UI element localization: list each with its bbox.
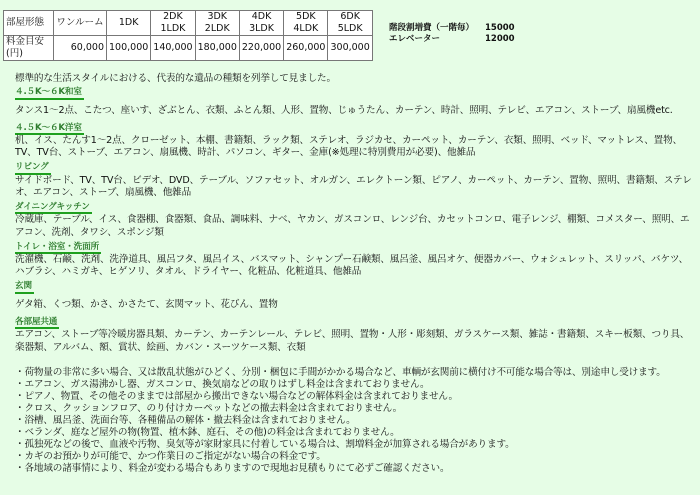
note-item: ・ピアノ、物置、その他そのままでは部屋から搬出できない場合などの解体料金は含まれておりません。 xyxy=(15,390,458,402)
note-item: ・ベランダ、庭など屋外の物(物置、植木鉢、庭石、その他)の料金は含まれておりません。 xyxy=(15,427,400,439)
extra-fee-row xyxy=(389,23,515,34)
note-item: ・クロス、クッションフロア、のり付けカーペットなどの撤去料金は含まれておりません。 xyxy=(15,402,403,414)
room-type: 5DK 4LDK xyxy=(284,11,328,36)
price-value: 260,000 xyxy=(284,36,328,61)
section-body: サイドボード、TV、TV台、ビデオ、DVD、テーブル、ソファセット、オルガン、エレクトーン類、ピアノ、カーペット、カーテン、置物、照明、書籍類、ステレオ、エアコン、ストーブ、扇風機、他雑品 xyxy=(15,174,692,198)
note-item: ・孤独死などの後で、血液や汚物、臭気等が家財家具に付着している場合は、割増料金が加算される場合があります。 xyxy=(15,439,515,451)
extra-fee-row xyxy=(389,34,515,45)
section-common xyxy=(15,316,695,354)
section-body: タンス1～2点、こたつ、座いす、ざぶとん、衣類、ふとん類、人形、置物、じゅうたん、カーテン、時計、照明、テレビ、エアコン、ストーブ、扇風機etc. xyxy=(15,104,673,116)
section-body: 冷蔵庫、テーブル、イス、食器棚、食器類、食品、調味料、ナベ、ヤカン、ガスコンロ、レンジ台、カセットコンロ、電子レンジ、棚類、コメスター、照明、エアコン、洗剤、タワシ、スポンジ類 xyxy=(15,214,690,238)
extra-fee-value: 15000 xyxy=(485,23,515,33)
note-item: ・エアコン、ガス湯沸かし器、ガスコンロ、換気扇などの取りはずし料金は含まれておりません。 xyxy=(15,378,430,390)
price-value: 100,000 xyxy=(107,36,151,61)
room-type: 6DK 5LDK xyxy=(328,11,372,36)
section-body: エアコン、ストーブ等冷暖房器具類、カーテン、カーテンレール、テレビ、照明、置物・人形・彫刻類、ガラスケース類、雑誌・書籍類、スキー板類、つり具、楽器類、アルバム、額、賞状、絵画、カバン・スーツケース類、衣類 xyxy=(15,329,690,353)
section-body: 洗濯機、石鹸、洗剤、洗浄道具、風呂フタ、風呂イス、バスマット、シャンプー石鹸類、風呂釜、風呂オケ、便器カバー、ウォシュレット、スリッパ、バケツ、ハブラシ、ハミガキ、ヒゲソリ、タオル、ドライヤー、化粧品、化粧道具、他雑品 xyxy=(15,254,689,278)
price-table xyxy=(3,10,373,61)
room-type: 4DK 3LDK xyxy=(239,11,283,36)
section-bath-toilet xyxy=(15,241,695,279)
section-title: 玄関 xyxy=(15,281,34,294)
note-item: ・荷物量の非常に多い場合、又は散乱状態がひどく、分別・梱包に手間がかかる場合など、車輌が玄関前に横付け不可能な場合等は、別途申し受けます。 xyxy=(15,366,666,378)
section-title: トイレ・浴室・洗面所 xyxy=(15,242,101,255)
price-value: 300,000 xyxy=(328,36,372,61)
section-title: 各部屋共通 xyxy=(15,317,59,330)
extra-fees xyxy=(389,23,515,45)
section-title: ４.５K～６K和室 xyxy=(15,87,84,100)
price-value: 140,000 xyxy=(151,36,195,61)
extra-fee-label: 階段割増費（一階毎） xyxy=(389,23,475,33)
section-title: ダイニングキッチン xyxy=(15,202,92,215)
price-value: 180,000 xyxy=(195,36,239,61)
section-body: ゲタ箱、くつ類、かさ、かさたて、玄関マット、花びん、置物 xyxy=(15,298,278,310)
header-label: 部屋形態 xyxy=(4,11,54,36)
extra-fee-label: エレベーター xyxy=(389,34,441,44)
notes-list xyxy=(15,367,695,476)
room-type: 3DK 2LDK xyxy=(195,11,239,36)
section-entrance xyxy=(15,280,695,311)
section-living xyxy=(15,161,695,199)
room-type: 2DK 1LDK xyxy=(151,11,195,36)
section-body: 机、イス、たんす1～2点、クローゼット、本棚、書籍類、ラック類、ステレオ、ラジカセ、カーペット、カーテン、衣類、照明、ベッド、マットレス、置物、TV、TV台、ストーブ、エアコン、扇風機、時計、パソコン、ギター、金庫(※処理に特別費用が必要)、他雑品 xyxy=(15,135,683,159)
section-washitsu xyxy=(15,86,695,117)
price-label: 料金目安(円) xyxy=(4,36,54,61)
note-item: ・各地域の諸事情により、料金が変わる場合もありますので現地お見積もりにて必ずご確認ください。 xyxy=(15,463,450,475)
price-value: 60,000 xyxy=(54,36,107,61)
note-item: ・カギのお預かりが可能で、かつ作業日のご指定がない場合の料金です。 xyxy=(15,451,326,463)
room-type: 1DK xyxy=(107,11,151,36)
section-youshitsu xyxy=(15,122,695,160)
room-type: ワンルーム xyxy=(54,11,107,36)
intro-text: 標準的な生活スタイルにおける、代表的な遺品の種類を列挙して見ました。 xyxy=(15,73,336,84)
item-list xyxy=(15,73,695,475)
price-value: 220,000 xyxy=(239,36,283,61)
section-dining-kitchen xyxy=(15,201,695,239)
note-item: ・浴槽、風呂釜、洗面台等、各種備品の解体・撤去料金は含まれておりません。 xyxy=(15,415,356,426)
section-title: リビング xyxy=(15,162,51,175)
section-title: ４.５K～６K洋室 xyxy=(15,123,84,136)
extra-fee-value: 12000 xyxy=(485,34,515,44)
